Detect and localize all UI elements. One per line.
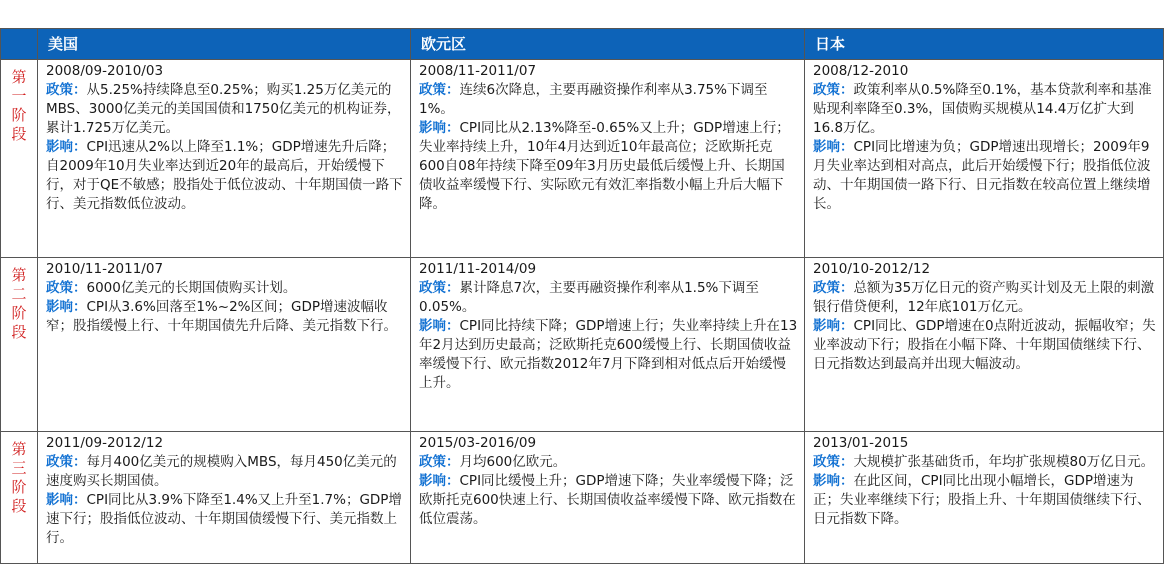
policy-label: 政策： [419, 280, 460, 296]
policy-label: 政策： [419, 82, 460, 98]
policy-label: 政策： [46, 82, 87, 98]
impact-text: CPI同比、GDP增速在0点附近波动，振幅收窄；失业率波动下行；股指在小幅下降、十年期国债继续下行、日元指数达到最高并出现大幅波动。 [813, 318, 1156, 372]
header-corner [1, 29, 38, 60]
period: 2010/10-2012/12 [813, 261, 931, 277]
impact-text: CPI同比增速为负；GDP增速出现增长；2009年9月失业率达到相对高点，此后开始缓慢下行；股指低位波动、十年期国债一路下行、日元指数在较高位置上继续增长。 [813, 139, 1151, 212]
period: 2011/11-2014/09 [419, 261, 537, 277]
policy-text: 月均600亿欧元。 [459, 454, 567, 470]
policy-text: 总额为35万亿日元的资产购买计划及无上限的刺激银行借贷便利，12年底101万亿元。 [813, 280, 1155, 315]
impact-label: 影响： [813, 139, 854, 155]
impact-label: 影响： [46, 299, 87, 315]
cell-jp-stage-1 [805, 60, 1164, 258]
cell-eu-stage-3 [411, 432, 805, 564]
policy-text: 6000亿美元的长期国债购买计划。 [86, 280, 297, 296]
policy-label: 政策： [419, 454, 460, 470]
table-row-stage-3 [1, 432, 1164, 564]
impact-text: CPI迅速从2%以上降至1.1%；GDP增速先升后降；自2009年10月失业率达到近20年的最高后，开始缓慢下行，对于QE不敏感；股指处于低位波动、十年期国债一路下行、美元指数低位波动。 [46, 139, 403, 212]
cell-jp-stage-2 [805, 258, 1164, 432]
period: 2008/11-2011/07 [419, 63, 537, 79]
period: 2008/09-2010/03 [46, 63, 164, 79]
impact-text: CPI从3.6%回落至1%~2%区间；GDP增速波幅收窄；股指缓慢上行、十年期国债先升后降、美元指数下行。 [46, 299, 397, 334]
impact-label: 影响： [46, 492, 87, 508]
stage-label-2: 第 二 阶 段 [1, 258, 38, 432]
cell-us-stage-1 [38, 60, 411, 258]
policy-label: 政策： [813, 454, 854, 470]
header-eu: 欧元区 [411, 29, 805, 60]
table-row-stage-1 [1, 60, 1164, 258]
period: 2015/03-2016/09 [419, 435, 537, 451]
cell-us-stage-3 [38, 432, 411, 564]
policy-label: 政策： [46, 280, 87, 296]
policy-text: 大规模扩张基础货币，年均扩张规模80万亿日元。 [853, 454, 1155, 470]
period: 2008/12-2010 [813, 63, 909, 79]
header-us: 美国 [38, 29, 411, 60]
impact-text: CPI同比从3.9%下降至1.4%又上升至1.7%；GDP增速下行；股指低位波动、十年期国债缓慢下行、美元指数上行。 [46, 492, 402, 546]
impact-label: 影响： [419, 318, 460, 334]
period: 2011/09-2012/12 [46, 435, 164, 451]
cell-eu-stage-2 [411, 258, 805, 432]
cell-eu-stage-1 [411, 60, 805, 258]
impact-text: CPI同比从2.13%降至-0.65%又上升；GDP增速上行；失业率持续上升，10年4月达到近10年最高位；泛欧斯托克600自08年持续下降至09年3月历史最低后缓慢上升、长期国债收益率缓慢下行、实际欧元有效汇率指数小幅上升后大幅下降。 [419, 120, 790, 212]
policy-text: 政策利率从0.5%降至0.1%，基本贷款利率和基准贴现利率降至0.3%，国债购买规模从14.4万亿扩大到16.8万亿。 [813, 82, 1152, 136]
impact-label: 影响： [813, 473, 854, 489]
cell-us-stage-2 [38, 258, 411, 432]
period: 2010/11-2011/07 [46, 261, 164, 277]
cell-jp-stage-3 [805, 432, 1164, 564]
policy-label: 政策： [813, 280, 854, 296]
policy-label: 政策： [46, 454, 87, 470]
impact-text: CPI同比缓慢上升；GDP增速下降；失业率缓慢下降；泛欧斯托克600快速上行、长期国债收益率缓慢下降、欧元指数在低位震荡。 [419, 473, 796, 527]
stage-label-1: 第 一 阶 段 [1, 60, 38, 258]
table-row-stage-2 [1, 258, 1164, 432]
header-jp: 日本 [805, 29, 1164, 60]
qe-stage-table [0, 28, 1164, 564]
policy-text: 每月400亿美元的规模购入MBS，每月450亿美元的速度购买长期国债。 [46, 454, 397, 489]
impact-text: 在此区间，CPI同比出现小幅增长，GDP增速为正；失业率继续下行；股指上升、十年期国债继续下行、日元指数下降。 [813, 473, 1151, 527]
impact-label: 影响： [419, 120, 460, 136]
impact-label: 影响： [46, 139, 87, 155]
impact-label: 影响： [813, 318, 854, 334]
policy-text: 累计降息7次，主要再融资操作利率从1.5%下调至0.05%。 [419, 280, 759, 315]
policy-text: 从5.25%持续降息至0.25%；购买1.25万亿美元的MBS、3000亿美元的美国国债和1750亿美元的机构证券，累计1.725万亿美元。 [46, 82, 401, 136]
policy-text: 连续6次降息，主要再融资操作利率从3.75%下调至1%。 [419, 82, 768, 117]
stage-label-3: 第 三 阶 段 [1, 432, 38, 564]
table-header-row [1, 29, 1164, 60]
impact-text: CPI同比持续下降；GDP增速上行；失业率持续上升在13年2月达到历史最高；泛欧斯托克600缓慢上行、长期国债收益率缓慢下行、欧元指数2012年7月下降到相对低点后开始缓慢上升。 [419, 318, 798, 391]
policy-label: 政策： [813, 82, 854, 98]
impact-label: 影响： [419, 473, 460, 489]
period: 2013/01-2015 [813, 435, 909, 451]
